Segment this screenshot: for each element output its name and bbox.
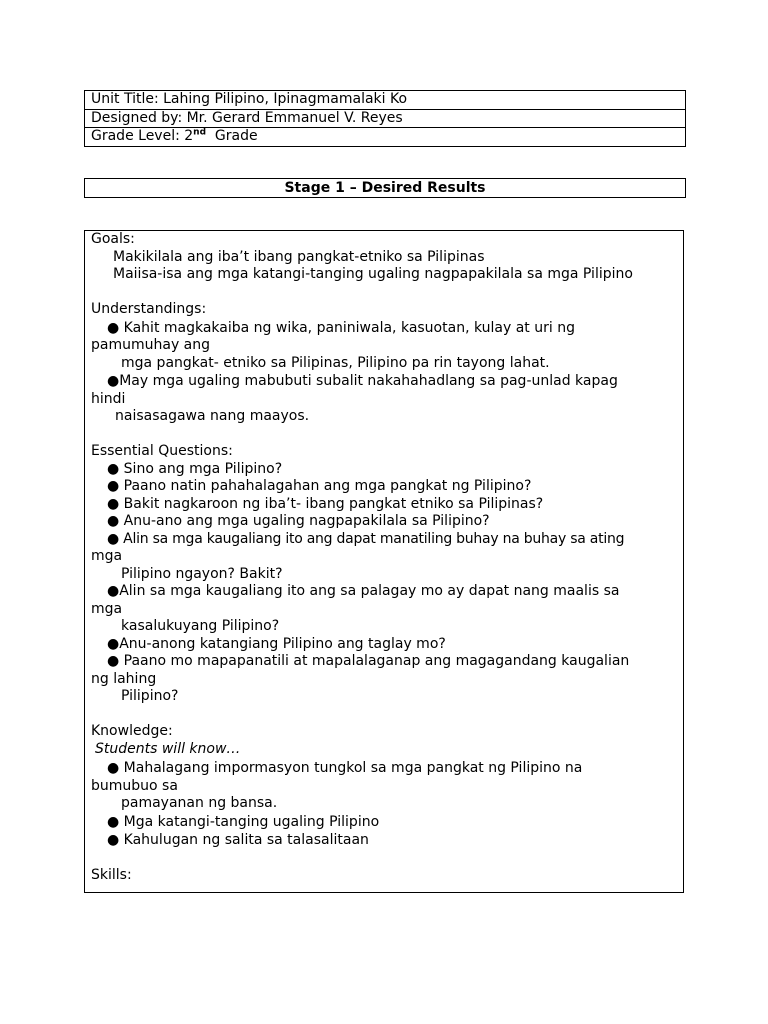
essential-questions-heading: Essential Questions:	[91, 443, 233, 459]
unit-info-table	[84, 90, 686, 147]
grade-level	[85, 128, 685, 146]
question-line: ● Bakit nagkaroon ng iba’t- ibang pangkat etniko sa Pilipinas?	[107, 495, 544, 512]
understanding-line: pamumuhay ang	[91, 337, 211, 353]
knowledge-line: pamayanan ng bansa.	[121, 795, 278, 811]
skills-heading: Skills:	[91, 867, 132, 883]
knowledge-line: ● Mahalagang impormasyon tungkol sa mga pangkat ng Pilipino na	[107, 760, 583, 776]
knowledge-line: ● Kahulugan ng salita sa talasalitaan	[107, 832, 369, 848]
question-line: ●Alin sa mga kaugaliang ito ang sa palagay mo ay dapat nang maalis sa	[107, 583, 620, 599]
grade-level-superscript: nd	[193, 127, 207, 138]
question-line: ● Alin sa mga kaugaliang ito ang dapat manatiling buhay na buhay sa ating	[107, 530, 625, 547]
goal-item: Makikilala ang iba’t ibang pangkat-etniko sa Pilipinas	[113, 248, 485, 265]
stage-title: Stage 1 – Desired Results	[84, 178, 686, 198]
knowledge-line: bumubuo sa	[91, 777, 178, 794]
knowledge-line: ● Mga katangi-tanging ugaling Pilipino	[107, 813, 380, 830]
question-line: mga	[91, 600, 123, 617]
question-line: Pilipino?	[121, 688, 179, 704]
question-line: Pilipino ngayon? Bakit?	[121, 565, 283, 582]
unit-title: Unit Title: Lahing Pilipino, Ipinagmamalaki Ko	[85, 91, 685, 110]
understanding-line: ●May mga ugaling mabubuti subalit nakahahadlang sa pag-unlad kapag	[107, 373, 618, 389]
question-line: ● Paano mo mapapanatili at mapalalaganap ang magagandang kaugalian	[107, 653, 630, 669]
question-line: mga	[91, 548, 123, 564]
question-line: ●Anu-anong katangiang Pilipino ang taglay mo?	[107, 635, 446, 652]
question-line: ng lahing	[91, 670, 157, 687]
understanding-line: mga pangkat- etniko sa Pilipinas, Pilipino pa rin tayong lahat.	[121, 354, 550, 371]
question-line: ● Anu-ano ang mga ugaling nagpapakilala sa Pilipino?	[107, 513, 490, 529]
understanding-line: hindi	[91, 390, 126, 407]
goal-item: Maiisa-isa ang mga katangi-tanging ugaling nagpapakilala sa mga Pilipino	[113, 266, 633, 282]
understanding-line: naisasagawa nang maayos.	[115, 408, 310, 424]
grade-level-prefix: Grade Level: 2	[91, 128, 194, 144]
designer: Designed by: Mr. Gerard Emmanuel V. Reyes	[85, 110, 685, 129]
understandings-heading: Understandings:	[91, 301, 207, 317]
knowledge-heading: Knowledge:	[91, 723, 173, 739]
question-line: ● Paano natin pahahalagahan ang mga pangkat ng Pilipino?	[107, 478, 532, 494]
understanding-line: ● Kahit magkakaiba ng wika, paniniwala, kasuotan, kulay at uri ng	[107, 319, 575, 336]
goals-heading: Goals:	[91, 231, 135, 247]
question-line: kasalukuyang Pilipino?	[121, 618, 280, 634]
knowledge-subheading: Students will know…	[95, 740, 241, 757]
grade-level-suffix: Grade	[206, 128, 258, 144]
desired-results-box	[84, 230, 684, 893]
question-line: ● Sino ang mga Pilipino?	[107, 460, 283, 477]
